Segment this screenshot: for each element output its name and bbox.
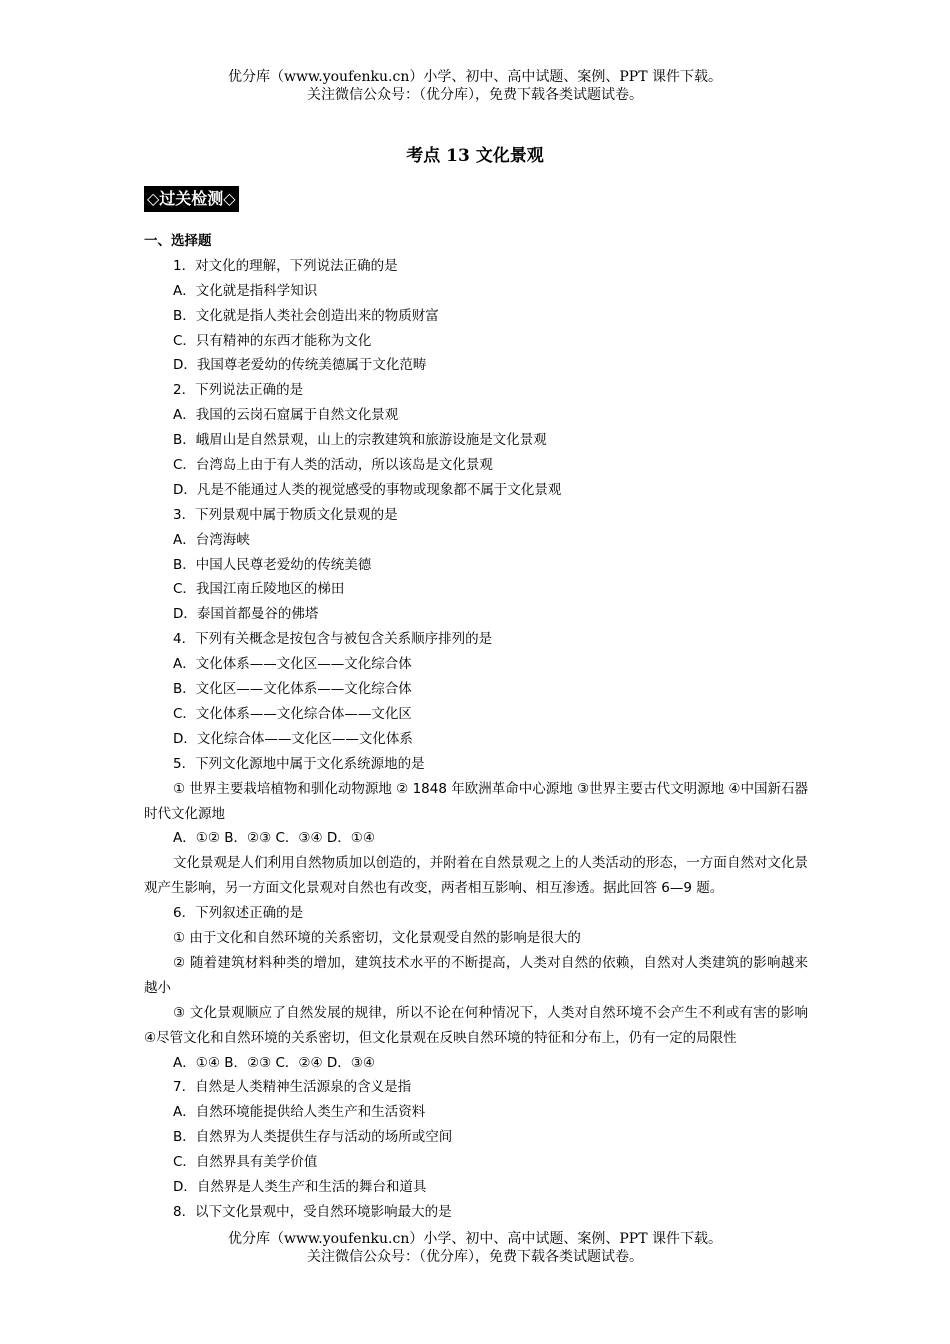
header-line-2: 关注微信公众号：（优分库），免费下载各类试题试卷。 [307,87,643,103]
question-1-option-b: B．文化就是指人类社会创造出来的物质财富 [173,307,439,324]
question-5-items: ① 世界主要栽培植物和驯化动物源地 ② 1848 年欧洲革命中心源地 ③世界主要古代文明源地 ④中国新石器时代文化源地 [144,780,809,822]
question-6-statement-2: ② 随着建筑材料种类的增加，建筑技术水平的不断提高，人类对自然的依赖，自然对人类建筑的影响越来越小 [144,954,808,996]
question-7-option-c: C．自然界具有美学价值 [173,1154,318,1171]
question-7-option-a: A．自然环境能提供给人类生产和生活资料 [173,1104,426,1121]
question-content [144,229,808,1225]
question-4-option-b: B．文化区——文化体系——文化综合体 [173,681,412,698]
question-1-option-a: A．文化就是指科学知识 [173,282,318,299]
section-heading: 一、选择题 [144,233,212,249]
page-title: 考点 13 文化景观 [406,146,544,166]
question-3-option-c: C．我国江南丘陵地区的梯田 [173,581,345,598]
question-6-statement-3: ③ 文化景观顺应了自然发展的规律，所以不论在何种情况下，人类对自然环境不会产生不利或有害的影响④尽管文化和自然环境的关系密切，但文化景观在反映自然环境的特征和分布上，仍有一定的局限性 [144,1004,808,1046]
question-8-stem: 8．以下文化景观中，受自然环境影响最大的是 [173,1203,452,1220]
question-2-stem: 2．下列说法正确的是 [173,382,304,399]
question-7-option-d: D．自然界是人类生产和生活的舞台和道具 [173,1178,427,1195]
question-4-option-c: C．文化体系——文化综合体——文化区 [173,705,412,722]
question-7-option-b: B．自然界为人类提供生存与活动的场所或空间 [173,1129,453,1146]
question-7-stem: 7．自然是人类精神生活源泉的含义是指 [173,1079,412,1096]
question-1-stem: 1．对文化的理解，下列说法正确的是 [173,257,398,274]
question-6-stem: 6．下列叙述正确的是 [173,905,304,922]
question-3-option-a: A．台湾海峡 [173,531,250,548]
question-2-option-a: A．我国的云岗石窟属于自然文化景观 [173,407,399,424]
page-header [0,68,950,104]
question-4-option-a: A．文化体系——文化区——文化综合体 [173,656,412,673]
footer-line-2: 关注微信公众号：（优分库），免费下载各类试题试卷。 [307,1249,643,1265]
question-6-options: A．①④ B．②③ C．②④ D．③④ [173,1054,376,1071]
question-3-stem: 3．下列景观中属于物质文化景观的是 [173,506,398,523]
reading-passage: 文化景观是人们利用自然物质加以创造的，并附着在自然景观之上的人类活动的形态，一方面自然对文化景观产生影响，另一方面文化景观对自然也有改变，两者相互影响、相互渗透。据此回答 6—9 题。 [144,855,808,897]
section-badge: ◇过关检测◇ [144,186,239,212]
question-3-option-b: B．中国人民尊老爱幼的传统美德 [173,556,372,573]
question-2-option-c: C．台湾岛上由于有人类的活动，所以该岛是文化景观 [173,457,493,474]
question-5-options: A．①② B．②③ C．③④ D．①④ [173,830,376,847]
question-3-option-d: D．泰国首都曼谷的佛塔 [173,606,319,623]
footer-line-1: 优分库（www.youfenku.cn）小学、初中、高中试题、案例、PPT 课件下载。 [227,1231,722,1247]
question-6-statement-1: ① 由于文化和自然环境的关系密切，文化景观受自然的影响是很大的 [173,930,581,946]
question-1-option-d: D．我国尊老爱幼的传统美德属于文化范畴 [173,357,427,374]
header-line-1: 优分库（www.youfenku.cn）小学、初中、高中试题、案例、PPT 课件下载。 [227,69,722,85]
question-4-option-d: D．文化综合体——文化区——文化体系 [173,730,413,747]
page-footer [0,1230,950,1266]
question-1-option-c: C．只有精神的东西才能称为文化 [173,332,372,349]
question-2-option-d: D．凡是不能通过人类的视觉感受的事物或现象都不属于文化景观 [173,481,562,498]
question-2-option-b: B．峨眉山是自然景观，山上的宗教建筑和旅游设施是文化景观 [173,432,547,449]
question-4-stem: 4．下列有关概念是按包含与被包含关系顺序排列的是 [173,631,493,648]
question-5-stem: 5．下列文化源地中属于文化系统源地的是 [173,755,425,772]
